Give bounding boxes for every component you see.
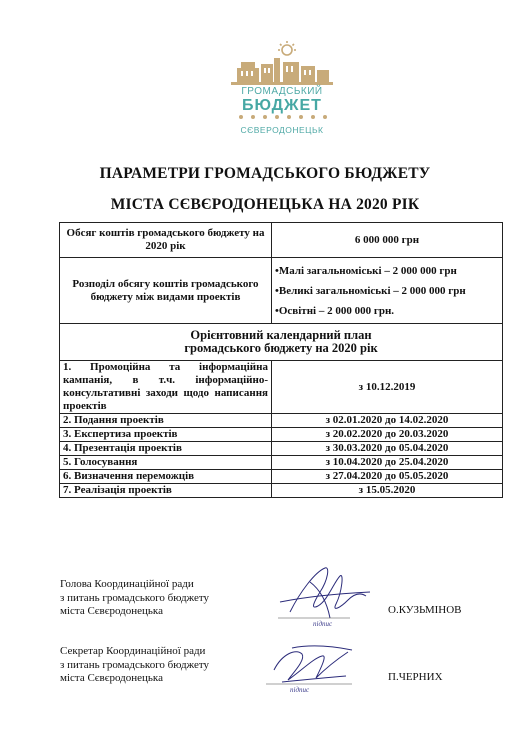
budget-parameters-table bbox=[59, 222, 503, 498]
head-name: О.КУЗЬМІНОВ bbox=[388, 604, 462, 616]
secretary-signature-block bbox=[60, 645, 209, 686]
head-title-line-1: Голова Координаційної ради bbox=[60, 578, 194, 590]
budget-logo bbox=[222, 40, 342, 140]
dates-cell: з 20.02.2020 до 20.03.2020 bbox=[272, 428, 503, 442]
secretary-handwritten-signature bbox=[262, 640, 362, 690]
secretary-title-line-3: міста Сєвєродонецька bbox=[60, 672, 163, 684]
dates-cell: з 30.03.2020 до 05.04.2020 bbox=[272, 442, 503, 456]
table-row bbox=[60, 428, 503, 442]
head-title-line-2: з питань громадського бюджету bbox=[60, 591, 210, 604]
list-item: •Великі загальноміські – 2 000 000 грн bbox=[275, 284, 466, 297]
stage-cell: 6. Визначення переможців bbox=[60, 470, 272, 484]
logo-line-2: БЮДЖЕТ bbox=[242, 97, 322, 114]
head-title-line-3: міста Сєвєродонецька bbox=[60, 605, 163, 617]
plan-heading bbox=[60, 324, 503, 361]
city-skyline-icon bbox=[227, 40, 337, 86]
logo-line-1: ГРОМАДСЬКИЙ bbox=[241, 86, 323, 97]
list-item: •Малі загальноміські – 2 000 000 грн bbox=[275, 264, 457, 277]
stage-cell: 3. Експертиза проектів bbox=[60, 428, 272, 442]
document-title-line-2: МІСТА СЄВЄРОДОНЕЦЬКА НА 2020 РІК bbox=[110, 196, 420, 213]
distribution-label: Розподіл обсягу коштів громадського бюджету між видами проектів bbox=[60, 258, 272, 324]
table-row bbox=[60, 361, 503, 414]
dates-cell: з 10.04.2020 до 25.04.2020 bbox=[272, 456, 503, 470]
head-signature-block bbox=[60, 578, 209, 619]
document-title-line-1: ПАРАМЕТРИ ГРОМАДСЬКОГО БЮДЖЕТУ bbox=[99, 165, 431, 182]
dates-cell: з 15.05.2020 bbox=[272, 484, 503, 498]
table-row bbox=[60, 470, 503, 484]
secretary-signature-caption: підпис bbox=[290, 686, 310, 694]
table-row bbox=[60, 456, 503, 470]
stage-cell: 7. Реалізація проектів bbox=[60, 484, 272, 498]
table-row bbox=[60, 258, 503, 324]
stage-cell: 5. Голосування bbox=[60, 456, 272, 470]
logo-line-3: СЄВЕРОДОНЕЦЬК bbox=[240, 125, 324, 135]
table-row bbox=[60, 324, 503, 361]
dates-cell: з 27.04.2020 до 05.05.2020 bbox=[272, 470, 503, 484]
table-row bbox=[60, 414, 503, 428]
people-row-icon bbox=[227, 114, 337, 122]
table-row bbox=[60, 223, 503, 258]
secretary-name: П.ЧЕРНИХ bbox=[388, 671, 443, 683]
head-signature-caption: підпис bbox=[313, 620, 333, 628]
dates-cell: з 10.12.2019 bbox=[272, 361, 503, 414]
secretary-title-line-2: з питань громадського бюджету bbox=[60, 658, 210, 671]
plan-heading-line-2: громадського бюджету на 2020 рік bbox=[184, 341, 378, 355]
table-row bbox=[60, 442, 503, 456]
stage-cell: 1. Промоційна та інформаційна кампанія, в т.ч. інформаційно-консультативні заходи щодо написання проектів bbox=[60, 361, 272, 414]
volume-label: Обсяг коштів громадського бюджету на 2020 рік bbox=[60, 223, 272, 258]
dates-cell: з 02.01.2020 до 14.02.2020 bbox=[272, 414, 503, 428]
list-item: •Освітні – 2 000 000 грн. bbox=[275, 304, 395, 317]
head-handwritten-signature bbox=[270, 562, 380, 626]
stage-cell: 2. Подання проектів bbox=[60, 414, 272, 428]
plan-heading-line-1: Орієнтовний календарний план bbox=[190, 328, 372, 342]
distribution-list bbox=[272, 258, 503, 324]
table-row bbox=[60, 484, 503, 498]
volume-value: 6 000 000 грн bbox=[272, 223, 503, 258]
stage-cell: 4. Презентація проектів bbox=[60, 442, 272, 456]
secretary-title-line-1: Секретар Координаційної ради bbox=[60, 645, 206, 657]
